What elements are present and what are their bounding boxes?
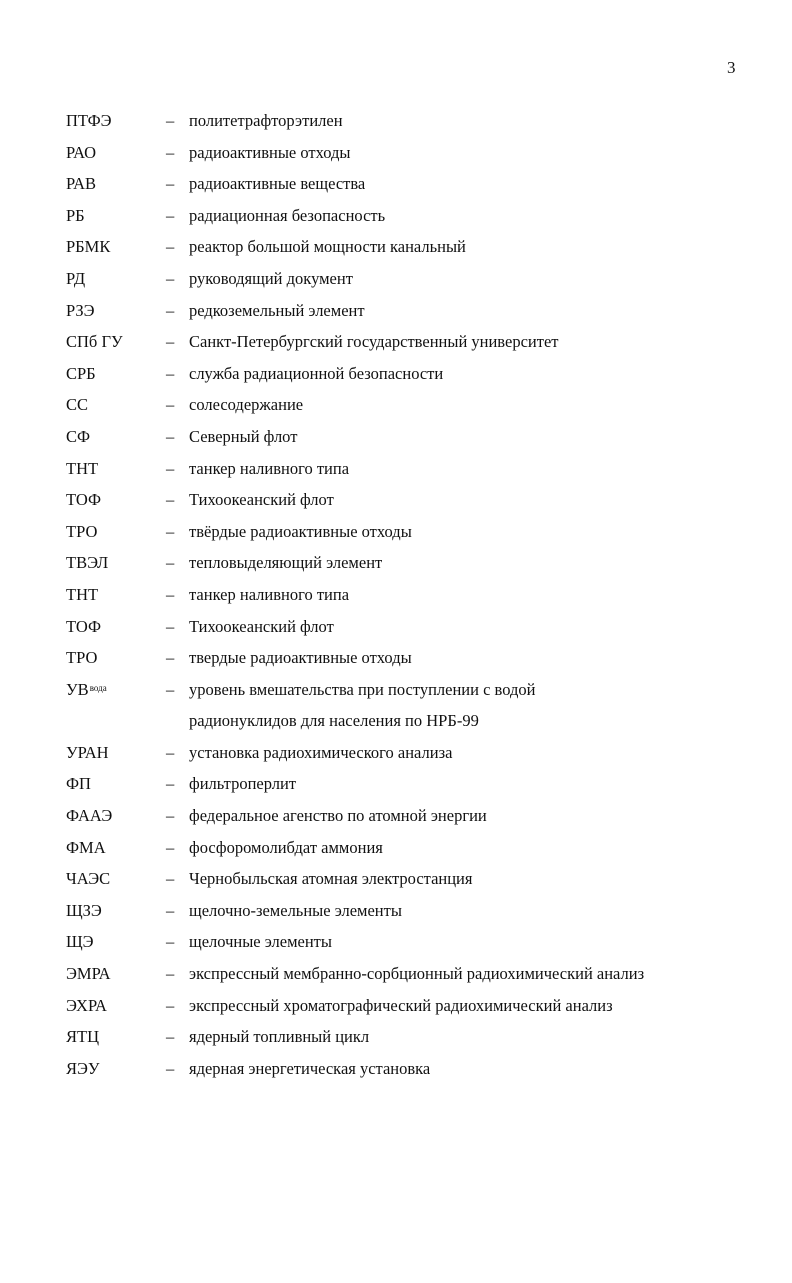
definition: щелочные элементы [189, 932, 332, 952]
abbreviation [66, 363, 96, 385]
definition: экспрессный хроматографический радиохимический анализ [189, 995, 613, 1015]
abbreviation [66, 773, 91, 795]
abbreviation-text: ТВЭЛ [66, 553, 109, 573]
dash-separator: – [166, 237, 175, 257]
dash-separator: – [166, 174, 175, 194]
definition: ядерный топливный цикл [189, 1027, 370, 1047]
abbreviation [66, 931, 94, 953]
abbreviation-row [0, 679, 792, 711]
abbreviation [66, 489, 101, 511]
abbreviation-row [0, 331, 792, 363]
dash-separator: – [166, 490, 175, 510]
abbreviation-text: ТОФ [66, 490, 102, 510]
abbreviation-text: РЗЭ [66, 300, 95, 320]
abbreviation-row [0, 805, 792, 837]
abbreviation-row [0, 773, 792, 805]
definition: радиоактивные отходы [189, 142, 351, 162]
abbreviation [66, 110, 112, 132]
dash-separator: – [166, 964, 175, 984]
dash-separator: – [166, 995, 175, 1015]
dash-separator: – [166, 742, 175, 762]
abbreviation-row [0, 110, 792, 142]
abbreviation-row [0, 963, 792, 995]
abbreviation [66, 268, 85, 290]
abbreviation [66, 521, 97, 543]
abbreviation-row [0, 300, 792, 332]
abbreviation-text: ФП [66, 774, 91, 794]
abbreviation-row [0, 489, 792, 521]
abbreviation [66, 394, 88, 416]
abbreviation [66, 837, 106, 859]
definition: политетрафторэтилен [189, 111, 343, 130]
abbreviation [66, 805, 112, 827]
abbreviation-row [0, 394, 792, 426]
dash-separator: – [166, 553, 175, 573]
definition: тепловыделяющий элемент [189, 553, 383, 573]
dash-separator: – [166, 300, 175, 320]
abbreviation [66, 1026, 99, 1048]
abbreviation [66, 142, 96, 164]
abbreviation-row [0, 931, 792, 963]
definition: Тихоокеанский флот [189, 616, 334, 636]
abbreviation [66, 331, 123, 353]
definition: щелочно-земельные элементы [189, 900, 402, 920]
definition: редкоземельный элемент [189, 300, 365, 320]
dash-separator: – [166, 458, 175, 478]
definition: экспрессный мембранно-сорбционный радиохимический анализ [189, 964, 645, 984]
definition: реактор большой мощности канальный [189, 237, 466, 257]
dash-separator: – [166, 774, 175, 794]
dash-separator: – [166, 332, 175, 352]
abbreviation-text: СПб ГУ [66, 332, 123, 352]
dash-separator: – [166, 395, 175, 415]
dash-separator: – [166, 806, 175, 826]
definition: ядерная энергетическая установка [189, 1058, 431, 1078]
dash-separator: – [166, 837, 175, 857]
abbreviation-text: СРБ [66, 363, 96, 383]
abbreviation-row [0, 552, 792, 584]
abbreviation-text: ФААЭ [66, 806, 113, 826]
abbreviation-text: РАВ [66, 174, 96, 194]
abbreviation-row [0, 205, 792, 237]
dash-separator: – [166, 1058, 175, 1078]
definition: Северный флот [189, 426, 298, 446]
abbreviation-row [0, 647, 792, 679]
definition-continuation: радионуклидов для населения по НРБ-99 [189, 711, 479, 731]
definition-continuation-row [0, 710, 792, 742]
abbreviation-row [0, 995, 792, 1027]
definition: Санкт-Петербургский государственный университет [189, 332, 559, 352]
abbreviation-text: ЭХРА [66, 995, 107, 1015]
dash-separator: – [166, 584, 175, 604]
abbreviation-text: ЩЗЭ [66, 900, 102, 920]
definition: танкер наливного типа [189, 458, 350, 478]
abbreviation-text: ТРО [66, 521, 98, 541]
abbreviation [66, 584, 98, 606]
definition: Чернобыльская атомная электростанция [189, 869, 473, 889]
abbreviation-text: УВ [66, 679, 89, 699]
dash-separator: – [166, 616, 175, 636]
dash-separator: – [166, 521, 175, 541]
abbreviation-superscript: вода [89, 682, 107, 693]
dash-separator: – [166, 205, 175, 225]
dash-separator: – [166, 1027, 175, 1047]
abbreviation [66, 173, 96, 195]
abbreviation [66, 552, 108, 574]
abbreviation-text: СС [66, 395, 89, 415]
abbreviation-text: ТОФ [66, 616, 102, 636]
definition: служба радиационной безопасности [189, 363, 444, 383]
definition: радиационная безопасность [189, 205, 386, 225]
abbreviation-row [0, 837, 792, 869]
abbreviation [66, 426, 90, 448]
abbreviation [66, 616, 101, 638]
definition: уровень вмешательства при поступлении с водой [189, 679, 536, 699]
abbreviation [66, 647, 97, 669]
abbreviation [66, 458, 98, 480]
abbreviation-text: ТРО [66, 648, 98, 668]
abbreviation-text: ФМА [66, 837, 106, 857]
abbreviation [66, 679, 107, 701]
abbreviation-row [0, 868, 792, 900]
abbreviation-row [0, 173, 792, 205]
abbreviation-row [0, 426, 792, 458]
abbreviation [66, 868, 110, 890]
abbreviation-text: РД [66, 268, 86, 288]
abbreviation-text: ЩЭ [66, 932, 94, 952]
definition: твёрдые радиоактивные отходы [189, 521, 412, 541]
dash-separator: – [166, 426, 175, 446]
abbreviation-row [0, 268, 792, 300]
definition: федеральное агенство по атомной энергии [189, 806, 487, 826]
abbreviation-text: РБМК [66, 237, 111, 257]
abbreviation-row [0, 1058, 792, 1090]
definition: руководящий документ [189, 268, 353, 288]
abbreviation [66, 742, 109, 764]
abbreviation-row [0, 900, 792, 932]
abbreviation-text: ЭМРА [66, 964, 111, 984]
abbreviation-text: ЧАЭС [66, 869, 111, 889]
abbreviation-text: ЯЭУ [66, 1058, 100, 1078]
abbreviation-text: УРАН [66, 742, 109, 762]
definition: танкер наливного типа [189, 584, 350, 604]
dash-separator: – [166, 679, 175, 699]
definition: солесодержание [189, 395, 304, 415]
abbreviation-text: ТНТ [66, 584, 99, 604]
abbreviation-text: РБ [66, 205, 85, 225]
abbreviation-text: ЯТЦ [66, 1027, 99, 1047]
definition: установка радиохимического анализа [189, 742, 453, 762]
abbreviation [66, 1058, 100, 1080]
abbreviation [66, 900, 102, 922]
abbreviation-row [0, 742, 792, 774]
dash-separator: – [166, 869, 175, 889]
abbreviation-row [0, 521, 792, 553]
abbreviation-row [0, 142, 792, 174]
dash-separator: – [166, 932, 175, 952]
abbreviation-row [0, 236, 792, 268]
dash-separator: – [166, 142, 175, 162]
abbreviation-row [0, 363, 792, 395]
dash-separator: – [166, 363, 175, 383]
abbreviation-row [0, 616, 792, 648]
abbreviation-row [0, 584, 792, 616]
definition: твердые радиоактивные отходы [189, 648, 412, 668]
abbreviation [66, 963, 111, 985]
abbreviation-text: ПТФЭ [66, 111, 112, 130]
abbreviation [66, 995, 107, 1017]
dash-separator: – [166, 268, 175, 288]
abbreviations-list [0, 110, 792, 1089]
abbreviation [66, 236, 110, 258]
abbreviation-row [0, 1026, 792, 1058]
definition: фосфоромолибдат аммония [189, 837, 383, 857]
dash-separator: – [166, 111, 175, 130]
definition: фильтроперлит [189, 774, 297, 794]
definition: Тихоокеанский флот [189, 490, 334, 510]
abbreviation-text: СФ [66, 426, 91, 446]
abbreviation-text: ТНТ [66, 458, 99, 478]
abbreviation-text: РАО [66, 142, 97, 162]
definition: радиоактивные вещества [189, 174, 366, 194]
abbreviation-row [0, 458, 792, 490]
dash-separator: – [166, 648, 175, 668]
dash-separator: – [166, 900, 175, 920]
page-number: 3 [727, 58, 736, 77]
abbreviation [66, 300, 95, 322]
abbreviation [66, 205, 85, 227]
